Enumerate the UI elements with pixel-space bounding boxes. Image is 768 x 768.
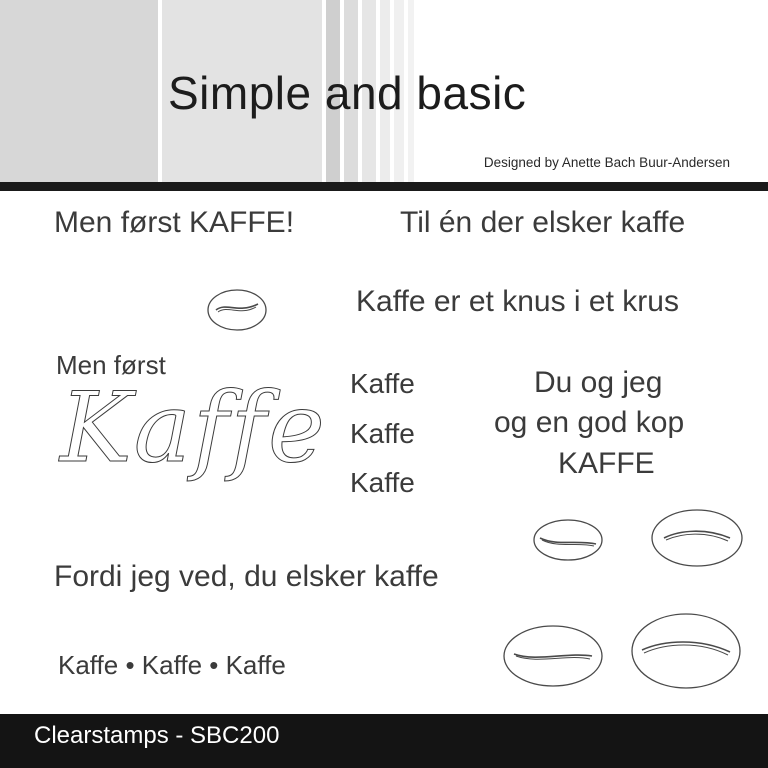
stamp-du-og-jeg: Du og jeg <box>534 366 663 399</box>
coffee-bean-icon <box>650 508 744 568</box>
footer-product-code: Clearstamps - SBC200 <box>34 722 280 749</box>
stamp-kaffe-script: Kaffe <box>60 372 327 484</box>
stamp-knus: Kaffe er et knus i et krus <box>356 285 679 318</box>
stamp-fordi: Fordi jeg ved, du elsker kaffe <box>54 560 439 593</box>
stamp-kaffe-1: Kaffe <box>350 368 415 399</box>
designer-credit: Designed by Anette Bach Buur-Andersen <box>483 155 730 170</box>
stamp-men-forst: Men først <box>56 350 166 380</box>
stamp-men-forst-kaffe: Men først KAFFE! <box>54 206 295 239</box>
coffee-bean-icon <box>502 624 604 688</box>
stamp-til-en: Til én der elsker kaffe <box>400 206 686 239</box>
coffee-bean-icon <box>206 288 268 332</box>
stamp-kaffe-2: Kaffe <box>350 418 415 449</box>
coffee-bean-icon <box>532 518 604 562</box>
header-banner <box>0 0 768 182</box>
stamp-kaffe-dots: Kaffe • Kaffe • Kaffe <box>58 650 286 680</box>
coffee-bean-icon <box>630 612 742 690</box>
header-divider <box>0 182 768 191</box>
stamp-og-en-god-kop: og en god kop <box>494 406 685 439</box>
header-stripe <box>0 0 158 182</box>
stamp-kaffe-caps: KAFFE <box>558 447 655 480</box>
stamp-kaffe-3: Kaffe <box>350 467 415 498</box>
product-title: Simple and basic <box>168 67 527 119</box>
